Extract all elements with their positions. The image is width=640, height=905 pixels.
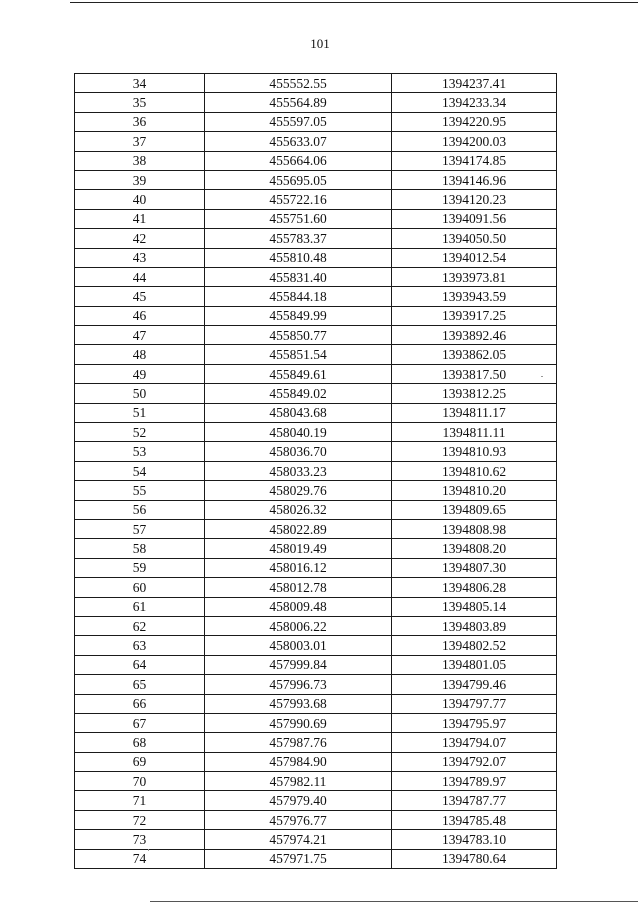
table-row bbox=[75, 132, 557, 151]
table-row bbox=[75, 229, 557, 248]
table-row bbox=[75, 384, 557, 403]
x-coordinate-cell: 458033.23 bbox=[205, 461, 392, 480]
y-coordinate-cell: 1393973.81 bbox=[392, 267, 557, 286]
x-coordinate-cell: 457984.90 bbox=[205, 752, 392, 771]
x-coordinate-cell: 457996.73 bbox=[205, 675, 392, 694]
y-coordinate-cell: 1393812.25 bbox=[392, 384, 557, 403]
point-number-cell: 40 bbox=[75, 190, 205, 209]
point-number-cell: 51 bbox=[75, 403, 205, 422]
page-top-edge bbox=[70, 2, 638, 3]
page-bottom-edge bbox=[150, 901, 638, 902]
x-coordinate-cell: 455564.89 bbox=[205, 93, 392, 112]
x-coordinate-cell: 455810.48 bbox=[205, 248, 392, 267]
table-row bbox=[75, 519, 557, 538]
table-row bbox=[75, 713, 557, 732]
y-coordinate-cell: 1393917.25 bbox=[392, 306, 557, 325]
table-row bbox=[75, 539, 557, 558]
table-row bbox=[75, 578, 557, 597]
table-row bbox=[75, 830, 557, 849]
table-row bbox=[75, 170, 557, 189]
table-row bbox=[75, 326, 557, 345]
table-row bbox=[75, 403, 557, 422]
x-coordinate-cell: 458040.19 bbox=[205, 423, 392, 442]
y-coordinate-cell: 1394795.97 bbox=[392, 713, 557, 732]
y-coordinate-cell: 1394237.41 bbox=[392, 74, 557, 93]
y-coordinate-cell: 1394012.54 bbox=[392, 248, 557, 267]
table-row bbox=[75, 655, 557, 674]
point-number-cell: 37 bbox=[75, 132, 205, 151]
point-number-cell: 64 bbox=[75, 655, 205, 674]
y-coordinate-cell: 1394220.95 bbox=[392, 112, 557, 131]
y-coordinate-cell: 1394805.14 bbox=[392, 597, 557, 616]
table-row bbox=[75, 345, 557, 364]
x-coordinate-cell: 455831.40 bbox=[205, 267, 392, 286]
point-number-cell: 70 bbox=[75, 772, 205, 791]
point-number-cell: 72 bbox=[75, 810, 205, 829]
y-coordinate-cell: 1393892.46 bbox=[392, 326, 557, 345]
table-row bbox=[75, 500, 557, 519]
y-coordinate-cell: 1394794.07 bbox=[392, 733, 557, 752]
point-number-cell: 48 bbox=[75, 345, 205, 364]
x-coordinate-cell: 457990.69 bbox=[205, 713, 392, 732]
x-coordinate-cell: 455850.77 bbox=[205, 326, 392, 345]
x-coordinate-cell: 457974.21 bbox=[205, 830, 392, 849]
table-row bbox=[75, 442, 557, 461]
y-coordinate-cell: 1394050.50 bbox=[392, 229, 557, 248]
point-number-cell: 73 bbox=[75, 830, 205, 849]
y-coordinate-cell: 1394789.97 bbox=[392, 772, 557, 791]
x-coordinate-cell: 455851.54 bbox=[205, 345, 392, 364]
point-number-cell: 55 bbox=[75, 481, 205, 500]
y-coordinate-cell: 1394803.89 bbox=[392, 616, 557, 635]
x-coordinate-cell: 455695.05 bbox=[205, 170, 392, 189]
scan-speck bbox=[541, 376, 543, 377]
point-number-cell: 38 bbox=[75, 151, 205, 170]
y-coordinate-cell: 1394807.30 bbox=[392, 558, 557, 577]
point-number-cell: 60 bbox=[75, 578, 205, 597]
y-coordinate-cell: 1394783.10 bbox=[392, 830, 557, 849]
x-coordinate-cell: 458009.48 bbox=[205, 597, 392, 616]
table-row bbox=[75, 306, 557, 325]
point-number-cell: 52 bbox=[75, 423, 205, 442]
table-row bbox=[75, 248, 557, 267]
y-coordinate-cell: 1394120.23 bbox=[392, 190, 557, 209]
x-coordinate-cell: 458036.70 bbox=[205, 442, 392, 461]
coordinates-table-body bbox=[75, 74, 557, 869]
table-row bbox=[75, 287, 557, 306]
x-coordinate-cell: 455751.60 bbox=[205, 209, 392, 228]
coordinates-table bbox=[74, 73, 557, 869]
point-number-cell: 69 bbox=[75, 752, 205, 771]
page-number: 101 bbox=[310, 36, 330, 51]
point-number-cell: 34 bbox=[75, 74, 205, 93]
x-coordinate-cell: 455664.06 bbox=[205, 151, 392, 170]
y-coordinate-cell: 1394091.56 bbox=[392, 209, 557, 228]
table-row bbox=[75, 675, 557, 694]
x-coordinate-cell: 457971.75 bbox=[205, 849, 392, 868]
table-row bbox=[75, 461, 557, 480]
point-number-cell: 36 bbox=[75, 112, 205, 131]
y-coordinate-cell: 1394811.17 bbox=[392, 403, 557, 422]
x-coordinate-cell: 458006.22 bbox=[205, 616, 392, 635]
y-coordinate-cell: 1394802.52 bbox=[392, 636, 557, 655]
x-coordinate-cell: 458022.89 bbox=[205, 519, 392, 538]
x-coordinate-cell: 455849.61 bbox=[205, 364, 392, 383]
table-row bbox=[75, 558, 557, 577]
y-coordinate-cell: 1394200.03 bbox=[392, 132, 557, 151]
point-number-cell: 56 bbox=[75, 500, 205, 519]
table-row bbox=[75, 481, 557, 500]
table-row bbox=[75, 636, 557, 655]
table-row bbox=[75, 772, 557, 791]
point-number-cell: 68 bbox=[75, 733, 205, 752]
y-coordinate-cell: 1394801.05 bbox=[392, 655, 557, 674]
point-number-cell: 74 bbox=[75, 849, 205, 868]
x-coordinate-cell: 457993.68 bbox=[205, 694, 392, 713]
x-coordinate-cell: 455633.07 bbox=[205, 132, 392, 151]
y-coordinate-cell: 1394810.93 bbox=[392, 442, 557, 461]
table-row bbox=[75, 267, 557, 286]
table-row bbox=[75, 190, 557, 209]
point-number-cell: 39 bbox=[75, 170, 205, 189]
y-coordinate-cell: 1394792.07 bbox=[392, 752, 557, 771]
point-number-cell: 50 bbox=[75, 384, 205, 403]
x-coordinate-cell: 458026.32 bbox=[205, 500, 392, 519]
table-row bbox=[75, 849, 557, 868]
table-row bbox=[75, 810, 557, 829]
point-number-cell: 49 bbox=[75, 364, 205, 383]
table-row bbox=[75, 616, 557, 635]
point-number-cell: 35 bbox=[75, 93, 205, 112]
table-row bbox=[75, 597, 557, 616]
point-number-cell: 63 bbox=[75, 636, 205, 655]
y-coordinate-cell: 1394799.46 bbox=[392, 675, 557, 694]
x-coordinate-cell: 455597.05 bbox=[205, 112, 392, 131]
y-coordinate-cell: 1393943.59 bbox=[392, 287, 557, 306]
point-number-cell: 59 bbox=[75, 558, 205, 577]
point-number-cell: 44 bbox=[75, 267, 205, 286]
table-row bbox=[75, 364, 557, 383]
x-coordinate-cell: 458019.49 bbox=[205, 539, 392, 558]
point-number-cell: 45 bbox=[75, 287, 205, 306]
y-coordinate-cell: 1394808.20 bbox=[392, 539, 557, 558]
x-coordinate-cell: 455552.55 bbox=[205, 74, 392, 93]
point-number-cell: 46 bbox=[75, 306, 205, 325]
point-number-cell: 58 bbox=[75, 539, 205, 558]
x-coordinate-cell: 455722.16 bbox=[205, 190, 392, 209]
point-number-cell: 53 bbox=[75, 442, 205, 461]
y-coordinate-cell: 1394810.62 bbox=[392, 461, 557, 480]
y-coordinate-cell: 1394809.65 bbox=[392, 500, 557, 519]
point-number-cell: 65 bbox=[75, 675, 205, 694]
table-row bbox=[75, 733, 557, 752]
x-coordinate-cell: 458003.01 bbox=[205, 636, 392, 655]
y-coordinate-cell: 1394780.64 bbox=[392, 849, 557, 868]
x-coordinate-cell: 455849.99 bbox=[205, 306, 392, 325]
table-row bbox=[75, 694, 557, 713]
y-coordinate-cell: 1394797.77 bbox=[392, 694, 557, 713]
y-coordinate-cell: 1394146.96 bbox=[392, 170, 557, 189]
x-coordinate-cell: 458016.12 bbox=[205, 558, 392, 577]
y-coordinate-cell: 1394787.77 bbox=[392, 791, 557, 810]
y-coordinate-cell: 1393862.05 bbox=[392, 345, 557, 364]
y-coordinate-cell: 1394233.34 bbox=[392, 93, 557, 112]
x-coordinate-cell: 458029.76 bbox=[205, 481, 392, 500]
x-coordinate-cell: 455849.02 bbox=[205, 384, 392, 403]
table-row bbox=[75, 151, 557, 170]
table-row bbox=[75, 752, 557, 771]
table-row bbox=[75, 93, 557, 112]
y-coordinate-cell: 1394785.48 bbox=[392, 810, 557, 829]
x-coordinate-cell: 455844.18 bbox=[205, 287, 392, 306]
y-coordinate-cell: 1393817.50 bbox=[392, 364, 557, 383]
point-number-cell: 43 bbox=[75, 248, 205, 267]
y-coordinate-cell: 1394806.28 bbox=[392, 578, 557, 597]
x-coordinate-cell: 457976.77 bbox=[205, 810, 392, 829]
point-number-cell: 67 bbox=[75, 713, 205, 732]
y-coordinate-cell: 1394810.20 bbox=[392, 481, 557, 500]
x-coordinate-cell: 458043.68 bbox=[205, 403, 392, 422]
point-number-cell: 71 bbox=[75, 791, 205, 810]
table-row bbox=[75, 209, 557, 228]
table-row bbox=[75, 791, 557, 810]
point-number-cell: 47 bbox=[75, 326, 205, 345]
y-coordinate-cell: 1394174.85 bbox=[392, 151, 557, 170]
x-coordinate-cell: 457987.76 bbox=[205, 733, 392, 752]
table-row bbox=[75, 112, 557, 131]
x-coordinate-cell: 457999.84 bbox=[205, 655, 392, 674]
x-coordinate-cell: 458012.78 bbox=[205, 578, 392, 597]
point-number-cell: 66 bbox=[75, 694, 205, 713]
point-number-cell: 41 bbox=[75, 209, 205, 228]
table-row bbox=[75, 423, 557, 442]
point-number-cell: 62 bbox=[75, 616, 205, 635]
scan-speck bbox=[148, 849, 149, 851]
y-coordinate-cell: 1394811.11 bbox=[392, 423, 557, 442]
point-number-cell: 57 bbox=[75, 519, 205, 538]
point-number-cell: 61 bbox=[75, 597, 205, 616]
x-coordinate-cell: 455783.37 bbox=[205, 229, 392, 248]
x-coordinate-cell: 457982.11 bbox=[205, 772, 392, 791]
table-row bbox=[75, 74, 557, 93]
y-coordinate-cell: 1394808.98 bbox=[392, 519, 557, 538]
point-number-cell: 54 bbox=[75, 461, 205, 480]
x-coordinate-cell: 457979.40 bbox=[205, 791, 392, 810]
point-number-cell: 42 bbox=[75, 229, 205, 248]
